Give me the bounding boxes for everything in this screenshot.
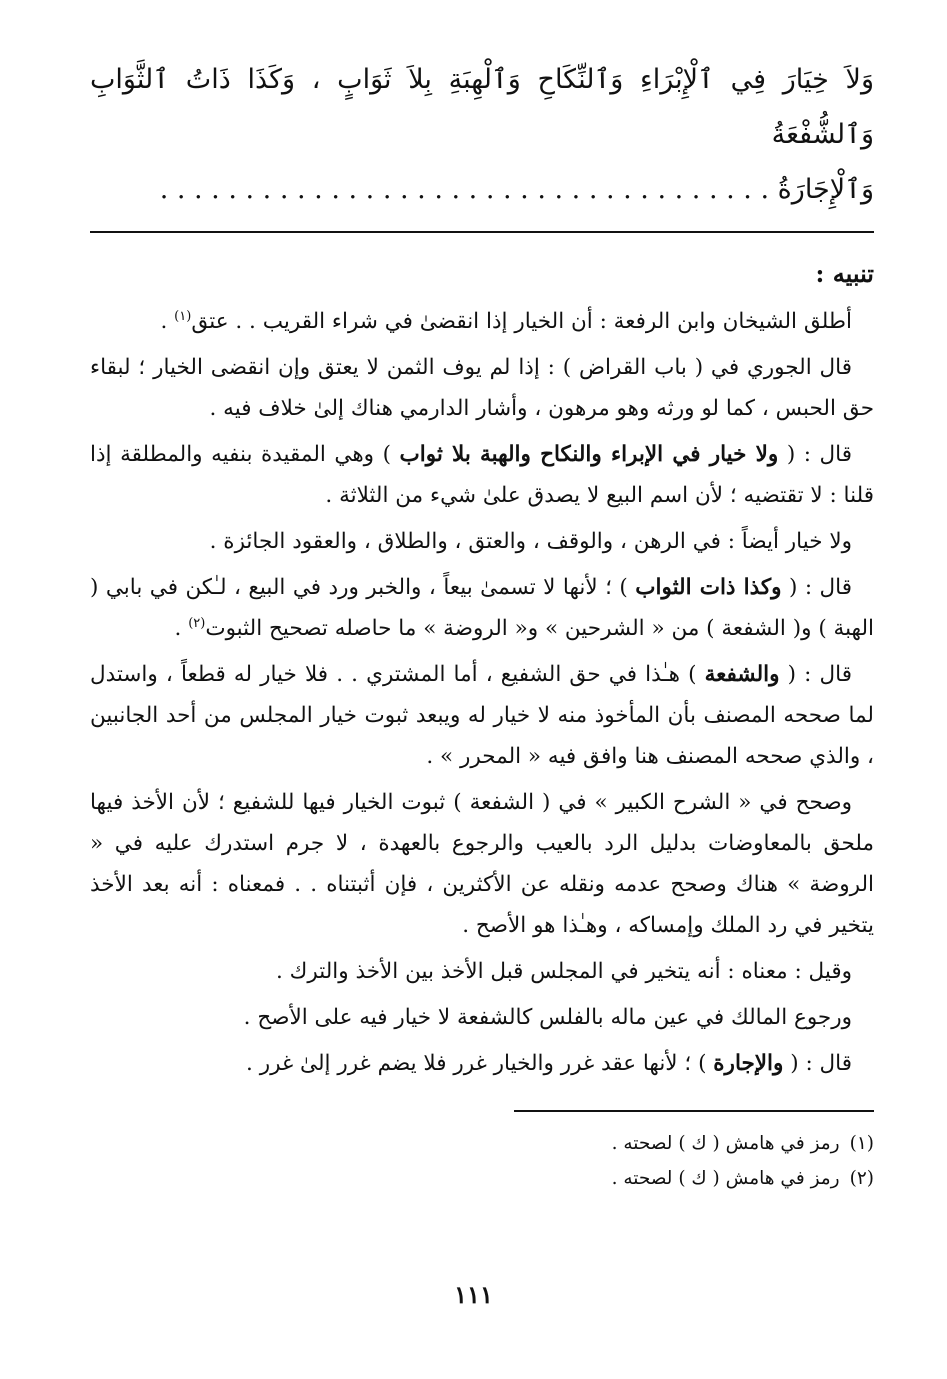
paragraph-1-text: أطلق الشيخان وابن الرفعة : أن الخيار إذا انقضىٰ في شراء القريب . . عتق <box>191 309 852 334</box>
paragraph-6-pre: قال : ( <box>779 662 852 687</box>
paragraph-2: قال الجوري في ( باب القراض ) : إذا لم يوف الثمن لا يعتق وإن انقضى الخيار ؛ لبقاء حق الحبس ، كما لو ورثه وهو مرهون ، وأشار الدارمي هناك إلىٰ خلاف فيه . <box>90 355 874 421</box>
paragraph-3-pre: قال : ( <box>778 442 852 467</box>
paragraph-1 <box>90 301 874 342</box>
footnote-1-text: رمز في هامش ( ك ) لصحته . <box>611 1133 840 1154</box>
paragraph-10-quote: والإجارة <box>713 1051 784 1076</box>
paragraph-7: وصحح في « الشرح الكبير » في ( الشفعة ) ثبوت الخيار فيها للشفيع ؛ لأن الأخذ فيها ملحق بالمعاوضات بدليل الرد بالعيب والرجوع بالعهدة ، لا جرم استدرك عليه في « الروضة » هناك وصحح عدمه ونقله عن الأكثرين ، فإن أثبتناه . . فمعناه : أنه بعد الأخذ يتخير في رد الملك وإمساكه ، وهـٰذا هو الأصح . <box>90 790 874 938</box>
section-heading: تنبيه : <box>815 259 874 288</box>
paragraph-6-post: ) هـٰذا في حق الشفيع ، أما المشتري . . فلا خيار له قطعاً ، واستدل لما صححه المصنف بأن المأخوذ منه لا خيار له ويبعد ثبوت خيار المجلس من أحد الجانبين ، والذي صححه المصنف هنا وافق فيه « المحرر » . <box>90 662 874 769</box>
paragraph-5-pre: قال : ( <box>781 575 852 600</box>
paragraph-5-post: ) ؛ لأنها لا تسمىٰ بيعاً ، والخبر ورد في البيع ، لـٰكن في بابي ( الهبة ) و( الشفعة ) من « الشرحين » و« الروضة » ما حاصله تصحيح الثبوت <box>90 575 874 641</box>
paragraph-3 <box>90 434 874 516</box>
paragraph-10-post: ) ؛ لأنها عقد غرر والخيار غرر فلا يضم غرر إلىٰ غرر . <box>246 1051 714 1076</box>
paragraph-6 <box>90 654 874 777</box>
footnote-2-number: (٢) <box>849 1168 874 1189</box>
matn-divider <box>90 231 874 233</box>
footnote-2 <box>90 1161 874 1196</box>
paragraph-5 <box>90 567 874 649</box>
footnote-ref-2[interactable]: (٢) <box>188 615 206 631</box>
matn-text <box>90 52 874 217</box>
paragraph-5-end: . <box>174 616 189 641</box>
paragraph-5-quote: وكذا ذات الثواب <box>635 575 782 600</box>
paragraph-10-pre: قال : ( <box>783 1051 852 1076</box>
paragraph-9: ورجوع المالك في عين ماله بالفلس كالشفعة لا خيار فيه على الأصح . <box>243 1005 852 1030</box>
footnote-ref-1[interactable]: (١) <box>174 308 192 324</box>
paragraph-10 <box>90 1043 874 1084</box>
paragraph-8: وقيل : معناه : أنه يتخير في المجلس قبل الأخذ بين الأخذ والترك . <box>275 959 852 984</box>
matn-line-1: وَلاَ خِيَارَ فِي ٱلْإِبْرَاءِ وَٱلنِّكَاحِ وَٱلْهِبَةِ بِلاَ ثَوَابٍ ، وَكَذَا ذَاتُ ٱلثَّوَابِ وَٱلشُّفْعَةُ <box>90 64 874 150</box>
footnote-2-text: رمز في هامش ( ك ) لصحته . <box>611 1168 840 1189</box>
footnote-1 <box>90 1126 874 1161</box>
paragraph-4: ولا خيار أيضاً : في الرهن ، والوقف ، والعتق ، والطلاق ، والعقود الجائزة . <box>209 529 852 554</box>
paragraph-3-quote: ولا خيار في الإبراء والنكاح والهبة بلا ثواب <box>399 442 779 467</box>
matn-line-2: وَٱلْإِجَارَةُ . . . . . . . . . . . . . . . . . . . . . . . . . . . . . . . . . . . . <box>159 174 874 205</box>
paragraph-3-post: ) وهي المقيدة بنفيه والمطلقة إذا قلنا : لا تقتضيه ؛ لأن اسم البيع لا يصدق علىٰ شيء من الثلاثة . <box>90 442 874 508</box>
footnote-1-number: (١) <box>849 1133 874 1154</box>
page <box>90 52 874 1342</box>
paragraph-1-end: . <box>160 309 175 334</box>
footnote-divider <box>514 1110 874 1112</box>
paragraph-6-quote: والشفعة <box>704 662 780 687</box>
page-number: ١١١ <box>454 1280 493 1309</box>
